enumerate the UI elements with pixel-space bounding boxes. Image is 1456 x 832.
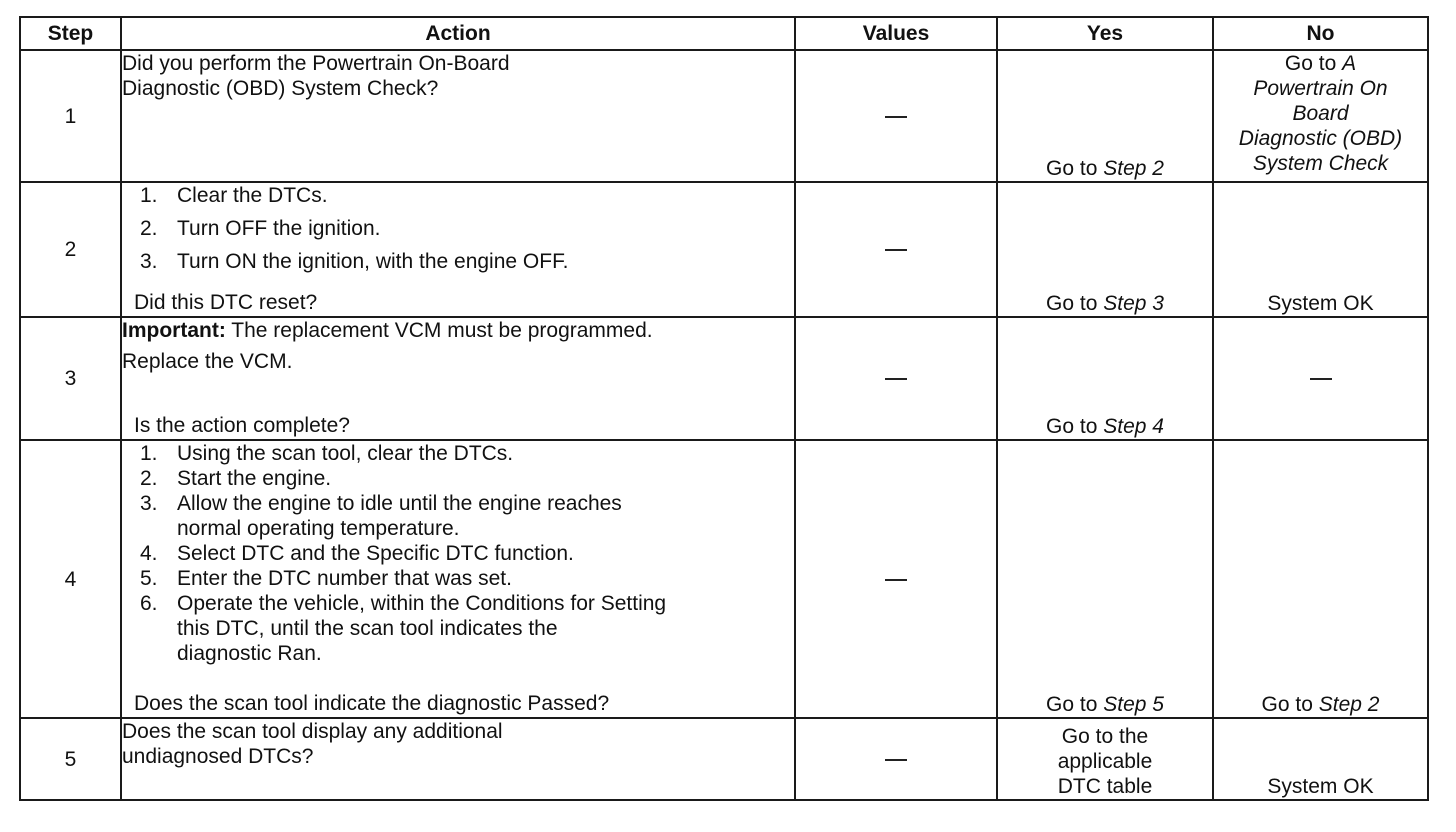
yes-step-link[interactable]: Step 3 [1103, 292, 1164, 315]
action-text: Did you perform the Powertrain On-Board [122, 52, 510, 75]
yes-cell [997, 317, 1213, 440]
substep [122, 466, 794, 491]
dash-mark [885, 579, 907, 581]
no-cell [1213, 440, 1428, 718]
substep-text: Operate the vehicle, within the Conditions for Setting [177, 592, 667, 615]
step-number: 1 [20, 50, 121, 182]
dash-mark [885, 249, 907, 251]
substep-number: 2. [140, 467, 158, 490]
yes-step-link[interactable]: Step 4 [1103, 415, 1164, 438]
values-cell [795, 440, 997, 718]
no-link[interactable]: A [1342, 52, 1357, 75]
no-cell: System OK [1213, 718, 1428, 800]
yes-cell [997, 440, 1213, 718]
header-values: Values [795, 17, 997, 50]
substep [122, 441, 794, 466]
step-number: 4 [20, 440, 121, 718]
action-cell [121, 317, 795, 440]
substep [122, 591, 794, 666]
substep-number: 4. [140, 542, 158, 565]
substep-number: 1. [140, 184, 158, 207]
dash-mark [885, 759, 907, 761]
action-question: Does the scan tool indicate the diagnostic Passed? [134, 692, 610, 715]
substep [122, 249, 794, 274]
no-link[interactable]: Board [1292, 102, 1349, 125]
substep-text: this DTC, until the scan tool indicates the [177, 617, 558, 640]
no-cell [1213, 317, 1428, 440]
substep-number: 6. [140, 592, 158, 615]
header-row [20, 17, 1428, 50]
substep-text: Turn OFF the ignition. [177, 217, 381, 240]
yes-link[interactable]: Go to the [1061, 725, 1149, 748]
yes-cell [997, 718, 1213, 800]
substep-list [122, 441, 794, 666]
no-cell: System OK [1213, 182, 1428, 317]
action-cell [121, 50, 795, 182]
table-row [20, 317, 1428, 440]
diagnostic-table [19, 16, 1429, 801]
table-row [20, 50, 1428, 182]
step-number: 5 [20, 718, 121, 800]
substep-text: Clear the DTCs. [177, 184, 328, 207]
important-note [122, 318, 794, 343]
yes-cell [997, 182, 1213, 317]
substep-text: Enter the DTC number that was set. [177, 567, 512, 590]
action-cell [121, 440, 795, 718]
yes-prefix: Go to [1046, 693, 1104, 716]
action-question: Is the action complete? [134, 414, 350, 437]
yes-step-link[interactable]: Step 5 [1103, 693, 1164, 716]
substep-text: diagnostic Ran. [177, 642, 322, 665]
substep-text: normal operating temperature. [177, 517, 460, 540]
substep-number: 2. [140, 217, 158, 240]
yes-step-link[interactable]: Step 2 [1103, 157, 1164, 180]
table-row [20, 718, 1428, 800]
action-text: undiagnosed DTCs? [122, 745, 314, 768]
important-text: The replacement VCM must be programmed. [225, 319, 653, 342]
substep [122, 566, 794, 591]
action-cell [121, 182, 795, 317]
substep-text: Select DTC and the Specific DTC function. [177, 542, 574, 565]
table-row [20, 440, 1428, 718]
step-number: 2 [20, 182, 121, 317]
action-text: Does the scan tool display any additional [122, 720, 503, 743]
values-cell [795, 718, 997, 800]
substep-number: 5. [140, 567, 158, 590]
step-number: 3 [20, 317, 121, 440]
substep [122, 216, 794, 241]
substep-text: Allow the engine to idle until the engine reaches [177, 492, 622, 515]
yes-cell [997, 50, 1213, 182]
action-cell [121, 718, 795, 800]
substep [122, 491, 794, 541]
action-instruction: Replace the VCM. [122, 350, 293, 373]
substep-text: Start the engine. [177, 467, 332, 490]
dash-mark [885, 116, 907, 118]
header-action: Action [121, 17, 795, 50]
action-text: Diagnostic (OBD) System Check? [122, 77, 439, 100]
header-step: Step [20, 17, 121, 50]
substep [122, 183, 794, 208]
substep-number: 3. [140, 492, 158, 515]
important-label: Important: [122, 319, 226, 342]
values-cell [795, 50, 997, 182]
yes-prefix: Go to [1046, 157, 1104, 180]
action-question: Did this DTC reset? [134, 291, 318, 314]
substep-list [122, 183, 794, 274]
yes-link[interactable]: applicable [1057, 750, 1153, 773]
no-prefix: Go to [1261, 693, 1319, 716]
table-row [20, 182, 1428, 317]
yes-prefix: Go to [1046, 415, 1104, 438]
substep-text: Turn ON the ignition, with the engine OFF. [177, 250, 569, 273]
no-link[interactable]: System Check [1252, 152, 1389, 175]
yes-prefix: Go to [1046, 292, 1104, 315]
no-prefix: Go to [1284, 52, 1343, 75]
values-cell [795, 182, 997, 317]
dash-mark [885, 378, 907, 380]
yes-link[interactable]: DTC table [1057, 775, 1153, 798]
no-cell [1213, 50, 1428, 182]
substep-number: 1. [140, 442, 158, 465]
header-no: No [1213, 17, 1428, 50]
no-link[interactable]: Diagnostic (OBD) [1238, 127, 1403, 150]
header-yes: Yes [997, 17, 1213, 50]
substep-text: Using the scan tool, clear the DTCs. [177, 442, 514, 465]
no-step-link[interactable]: Step 2 [1318, 693, 1380, 716]
substep [122, 541, 794, 566]
dash-mark [1310, 378, 1332, 380]
substep-number: 3. [140, 250, 158, 273]
values-cell [795, 317, 997, 440]
no-link[interactable]: Powertrain On [1253, 77, 1388, 100]
